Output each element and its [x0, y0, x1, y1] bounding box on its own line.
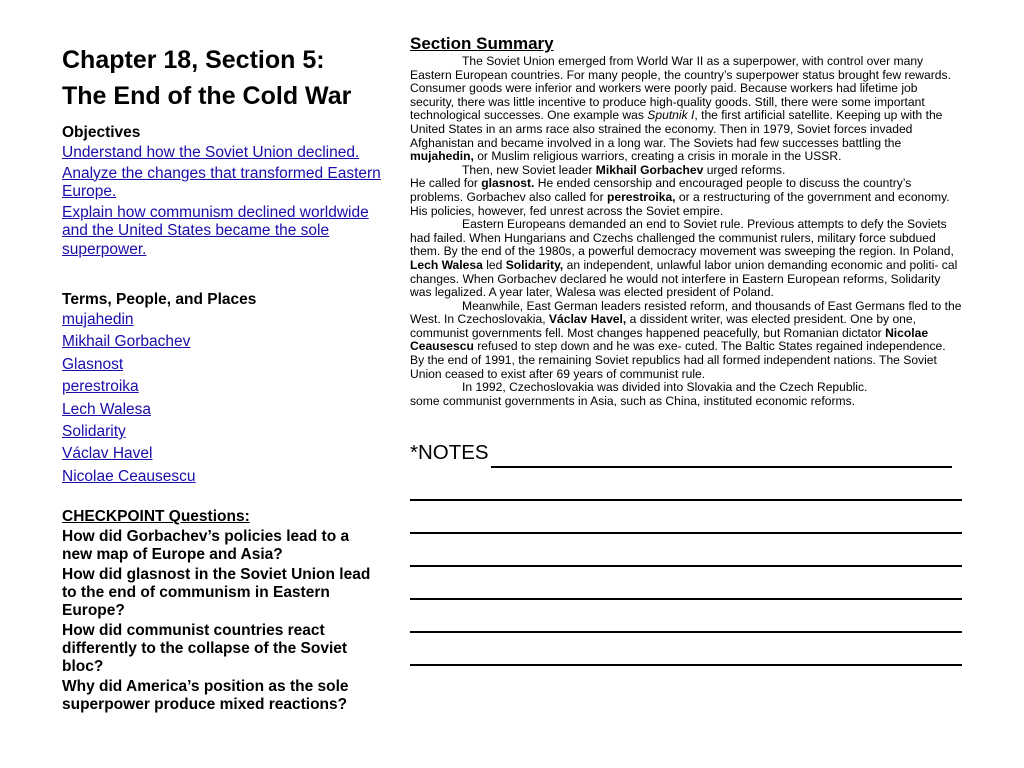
terms-heading: Terms, People, and Places	[62, 291, 257, 308]
checkpoint-section	[62, 508, 382, 714]
term-link-ceausescu[interactable]: Nicolae Ceausescu	[62, 467, 196, 485]
title-line-1: Chapter 18, Section 5:	[62, 46, 325, 74]
checkpoint-heading: CHECKPOINT Questions:	[62, 508, 250, 526]
objective-link-2[interactable]: Analyze the changes that transformed Eastern Europe.	[62, 164, 381, 200]
notes-line-0	[491, 446, 952, 468]
term-link-mujahedin[interactable]: mujahedin	[62, 311, 134, 328]
notes-label: *NOTES	[410, 441, 489, 465]
term-link-perestroika[interactable]: perestroika	[62, 378, 139, 396]
title-line-2: The End of the Cold War	[62, 82, 352, 110]
objectives-heading: Objectives	[62, 124, 141, 141]
terms-list	[62, 309, 382, 488]
notes-area	[410, 438, 962, 666]
summary-paragraph-5: In 1992, Czechoslovakia was divided into Slovakia and the Czech Republic. some communist governments in Asia, such as China, instituted economic reforms.	[410, 380, 868, 408]
objectives-list	[62, 144, 382, 259]
objective-link-3[interactable]: Explain how communism declined worldwide and the United States became the sole superpower.	[62, 203, 369, 258]
summary-paragraph-1: The Soviet Union emerged from World War II as a superpower, with control over many Eastern European countries. For many people, the country’s superpower status brought few rewards. Consumer goods were inferior and workers were poorly paid. Because workers had lifetime job security, there was little incentive to produce high-quality goods. Still, there were some important technological successes. One example was Sputnik I, the first artificial satellite. Keeping up with the United States in an arms race also strained the economy. Then in 1979, Soviet forces invaded Afghanistan and became involved in a long war. The Soviets had few successes battling the mujahedin, or Muslim religious warriors, creating a crisis in morale in the USSR.	[410, 54, 951, 164]
summary-paragraph-3: Eastern Europeans demanded an end to Soviet rule. Previous attempts to defy the Soviets had failed. When Hungarians and Czechs challenged the communist rulers, military force subdued them. By the end of the 1980s, a powerful democracy movement was sweeping the region. In Poland, Lech Walesa led Solidarity, an independent, unlawful labor union demanding economic and politi- cal changes. When Gorbachev declared he would not interfere in Eastern European reforms, Solidarity was legalized. A year later, Walesa was elected president of Poland.	[410, 217, 958, 300]
checkpoint-question-3: How did communist countries react differently to the collapse of the Soviet bloc?	[62, 622, 348, 676]
term-link-havel[interactable]: Václav Havel	[62, 445, 153, 463]
notes-line-6	[410, 663, 962, 666]
chapter-title	[62, 42, 382, 114]
left-column	[62, 42, 382, 714]
notes-line-1	[410, 498, 962, 501]
notes-heading-row	[410, 438, 962, 468]
term-link-solidarity[interactable]: Solidarity	[62, 423, 126, 441]
notes-line-4	[410, 597, 962, 600]
terms-section	[62, 291, 382, 488]
summary-paragraph-2: Then, new Soviet leader Mikhail Gorbachev urged reforms. He called for glasnost. He ended censorship and encouraged people to discuss the country’s problems. Gorbachev also called for perestroika, or a restructuring of the government and economy. His policies, however, fed unrest across the Soviet empire.	[410, 162, 950, 218]
notes-line-2	[410, 531, 962, 534]
checkpoint-question-2: How did glasnost in the Soviet Union lead to the end of communism in Eastern Europe?	[62, 566, 371, 620]
objective-link-1[interactable]: Understand how the Soviet Union declined.	[62, 144, 360, 161]
checkpoint-question-1: How did Gorbachev’s policies lead to a new map of Europe and Asia?	[62, 528, 350, 564]
notes-line-3	[410, 564, 962, 567]
section-summary-title: Section Summary	[410, 34, 554, 53]
right-column	[410, 34, 962, 666]
term-link-gorbachev[interactable]: Mikhail Gorbachev	[62, 333, 191, 351]
term-link-walesa[interactable]: Lech Walesa	[62, 400, 152, 418]
notes-line-5	[410, 630, 962, 633]
summary-paragraph-4: Meanwhile, East German leaders resisted reform, and thousands of East Germans fled to the West. In Czechoslovakia, Václav Havel, a dissident writer, was elected president. One by one, communist governments fell. Most changes happened peacefully, but Romanian dictator Nicolae Ceausescu refused to step down and he was exe- cuted. The Baltic States regained independence. By the end of 1991, the remaining Soviet republics had all formed independent nations. The Soviet Union ceased to exist after 69 years of communist rule.	[410, 298, 962, 381]
checkpoint-question-4: Why did America’s position as the sole superpower produce mixed reactions?	[62, 678, 349, 714]
term-link-glasnost[interactable]: Glasnost	[62, 355, 124, 373]
